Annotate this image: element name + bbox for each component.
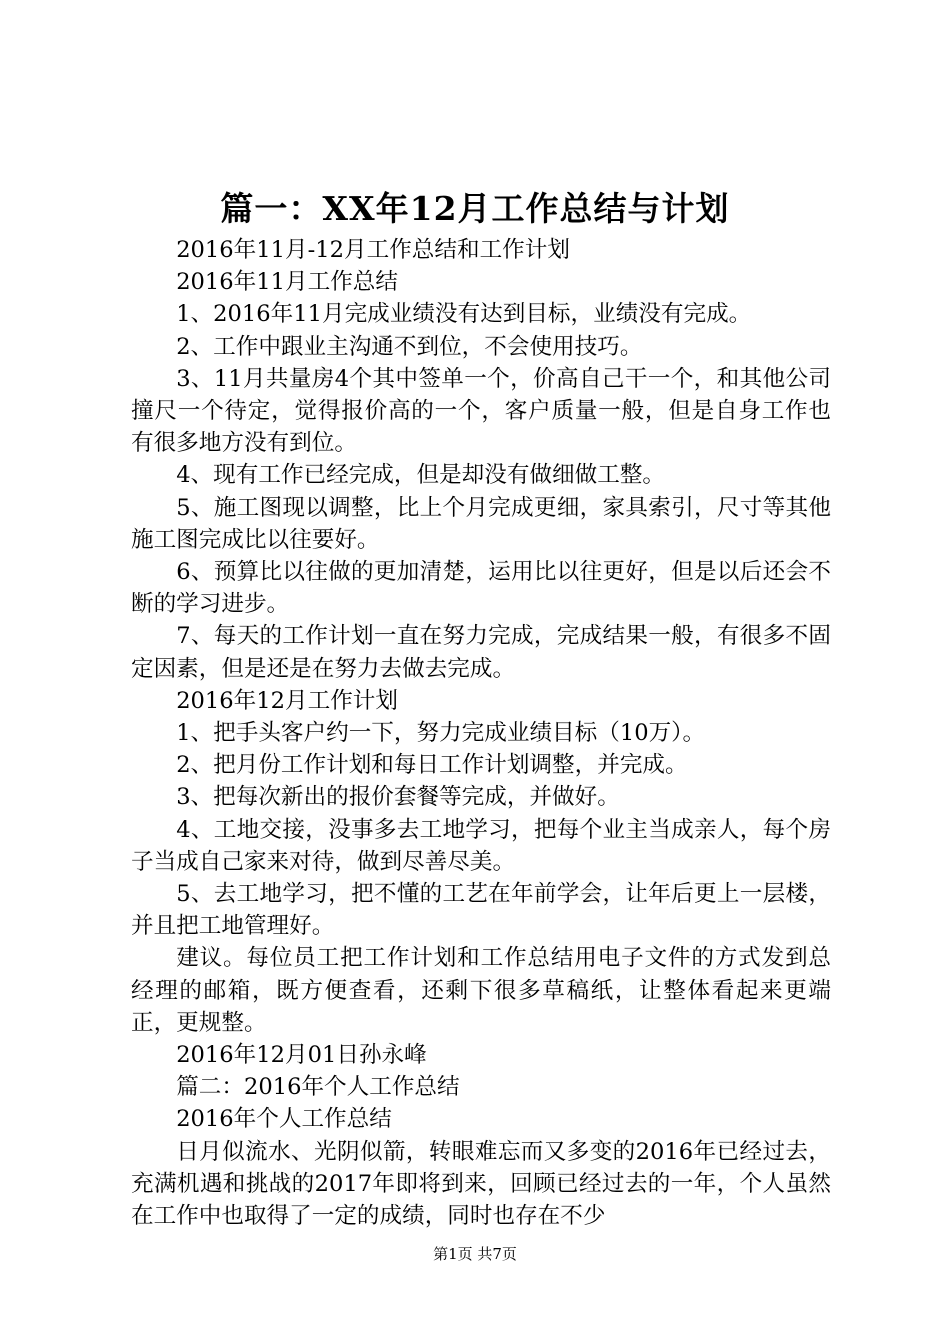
paragraph: 日月似流水、光阴似箭，转眼难忘而又多变的2016年已经过去，充满机遇和挑战的2017年即将到来，回顾已经过去的一年，个人虽然在工作中也取得了一定的成绩，同时也存在不少: [131, 1138, 831, 1230]
paragraph: 3、11月共量房4个其中签单一个，价高自己干一个，和其他公司撞尺一个待定，觉得报价高的一个，客户质量一般，但是自身工作也有很多地方没有到位。: [131, 365, 831, 457]
paragraph: 1、把手头客户约一下，努力完成业绩目标（10万）。: [176, 720, 706, 747]
paragraph: 5、施工图现以调整，比上个月完成更细，家具索引，尺寸等其他施工图完成比以往要好。: [131, 494, 831, 553]
paragraph: 2016年11月工作总结: [176, 269, 398, 296]
paragraph: 3、把每次新出的报价套餐等完成，并做好。: [176, 784, 620, 811]
paragraph: 2、把月份工作计划和每日工作计划调整，并完成。: [176, 752, 688, 779]
paragraph: 2、工作中跟业主沟通不到位，不会使用技巧。: [176, 333, 643, 360]
paragraph: 7、每天的工作计划一直在努力完成，完成结果一般，有很多不固定因素，但是还是在努力去做去完成。: [131, 623, 831, 682]
paragraph: 6、预算比以往做的更加清楚，运用比以往更好，但是以后还会不断的学习进步。: [131, 559, 831, 618]
paragraph: 2016年12月工作计划: [176, 687, 398, 714]
paragraph: 建议。每位员工把工作计划和工作总结用电子文件的方式发到总经理的邮箱，既方便查看，还剩下很多草稿纸，让整体看起来更端正，更规整。: [131, 945, 831, 1036]
paragraph: 5、去工地学习，把不懂的工艺在年前学会，让年后更上一层楼，并且把工地管理好。: [131, 881, 831, 940]
paragraph: 篇二：2016年个人工作总结: [176, 1074, 460, 1101]
paragraph: 4、工地交接，没事多去工地学习，把每个业主当成亲人，每个房子当成自己家来对待，做到尽善尽美。: [131, 816, 831, 875]
paragraph: 4、现有工作已经完成，但是却没有做细做工整。: [176, 462, 666, 489]
paragraph: 2016年11月-12月工作总结和工作计划: [176, 237, 570, 263]
document-body: [131, 234, 831, 1232]
document-title: 篇一：XX年12月工作总结与计划: [220, 189, 730, 228]
paragraph: 1、2016年11月完成业绩没有达到目标，业绩没有完成。: [176, 301, 752, 328]
page-number-footer: 第1页 共7页: [433, 1245, 517, 1263]
paragraph: 2016年12月01日孙永峰: [176, 1042, 427, 1069]
paragraph: 2016年个人工作总结: [176, 1106, 392, 1133]
